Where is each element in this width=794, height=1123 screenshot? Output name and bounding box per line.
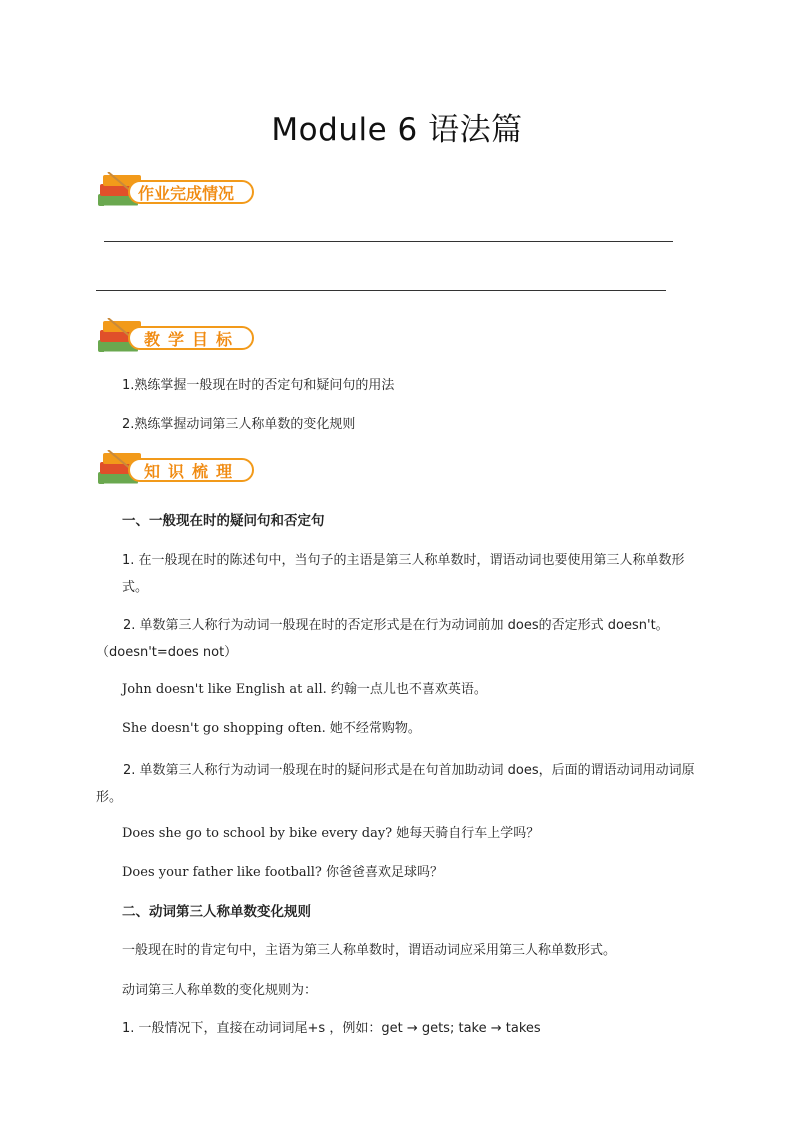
section-title-objectives: 教学目标 — [144, 330, 241, 349]
answer-line-2[interactable] — [96, 290, 666, 291]
part1-paragraph-3 — [96, 757, 702, 811]
part1-heading: 一、一般现在时的疑问句和否定句 — [122, 513, 325, 529]
example-4: Does your father like football? 你爸爸喜欢足球吗？ — [122, 865, 444, 880]
example-3: Does she go to school by bike every day? 她每天骑自行车上学吗？ — [122, 826, 540, 841]
part2-paragraph-1: 一般现在时的肯定句中，主语为第三人称单数时，谓语动词应采用第三人称单数形式。 — [122, 943, 617, 958]
part2-rule-1: 1. 一般情况下，直接在动词词尾+s ，例如：get → gets; take → takes — [122, 1021, 541, 1036]
section-badge-knowledge — [94, 450, 260, 490]
section-title-knowledge: 知识梳理 — [144, 462, 241, 481]
objective-2: 2.熟练掌握动词第三人称单数的变化规则 — [122, 417, 356, 432]
part1-paragraph-2 — [96, 612, 702, 666]
answer-line-1[interactable] — [104, 241, 673, 242]
part2-heading: 二、动词第三人称单数变化规则 — [122, 904, 311, 920]
example-1: John doesn't like English at all. 约翰一点儿也不喜欢英语。 — [122, 682, 487, 697]
section-title-homework: 作业完成情况 — [138, 184, 235, 203]
example-2: She doesn't go shopping often. 她不经常购物。 — [122, 721, 421, 736]
part1-paragraph-1 — [122, 547, 700, 601]
part1-paragraph-1-text: 1. 在一般现在时的陈述句中，当句子的主语是第三人称单数时，谓语动词也要使用第三人称单数形式。 — [122, 553, 685, 595]
section-badge-objectives — [94, 318, 260, 358]
section-badge-homework — [94, 172, 260, 212]
part1-paragraph-3-text: 2. 单数第三人称行为动词一般现在时的疑问形式是在句首加助动词 does，后面的谓语动词用动词原形。 — [96, 763, 695, 805]
part2-paragraph-2: 动词第三人称单数的变化规则为： — [122, 983, 318, 998]
page-title: Module 6 语法篇 — [271, 112, 523, 148]
objective-1: 1.熟练掌握一般现在时的否定句和疑问句的用法 — [122, 378, 395, 393]
part1-paragraph-2-text: 2. 单数第三人称行为动词一般现在时的否定形式是在行为动词前加 does的否定形式 doesn't。（doesn't=does not） — [96, 618, 669, 660]
